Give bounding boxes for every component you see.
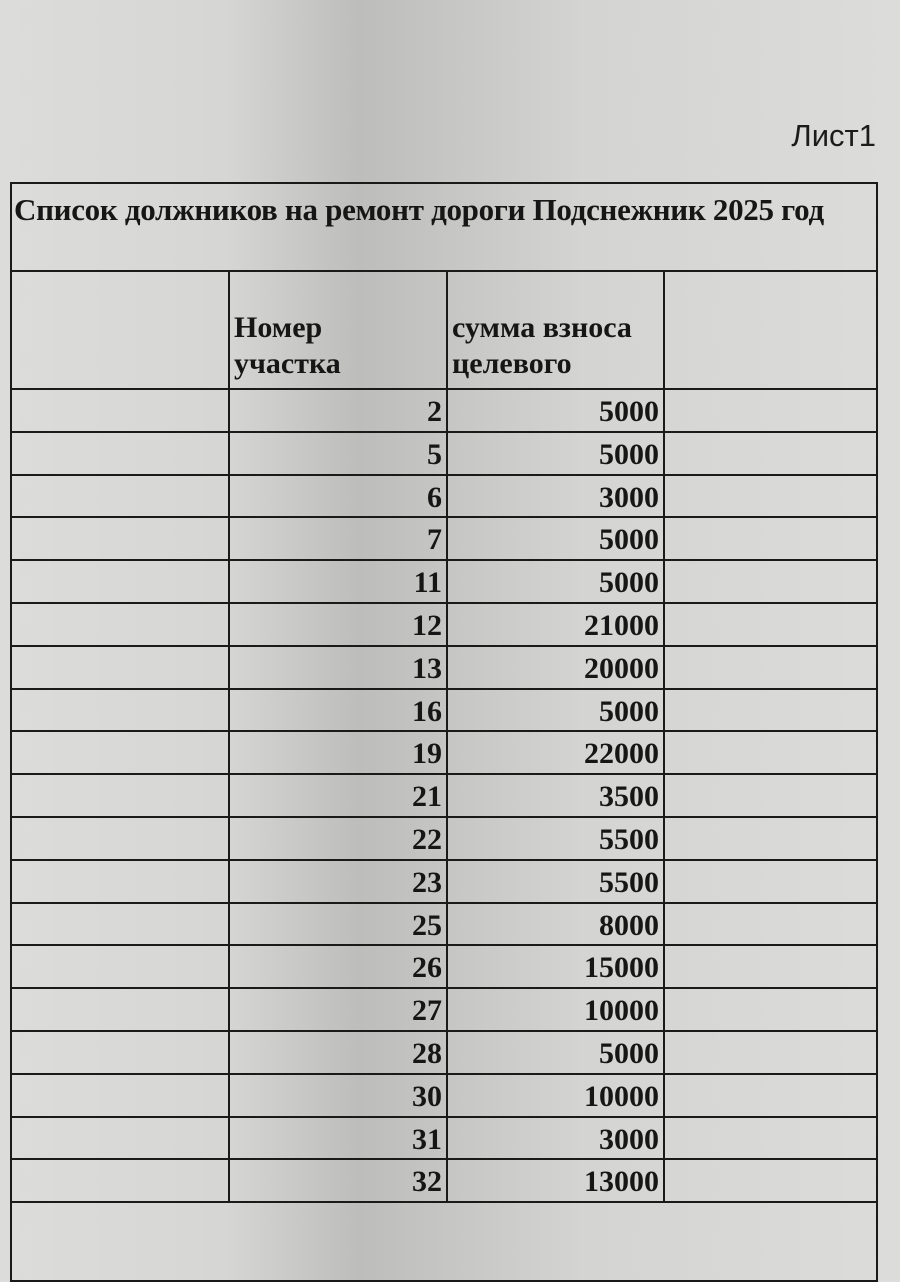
amount-cell: 10000 <box>448 1075 665 1116</box>
empty-cell <box>665 1075 876 1116</box>
plot-number-cell: 5 <box>230 433 448 474</box>
name-cell <box>12 1032 230 1073</box>
table-row <box>12 732 876 775</box>
amount-cell: 5000 <box>448 1032 665 1073</box>
plot-number-cell: 22 <box>230 818 448 859</box>
amount-cell: 5000 <box>448 690 665 731</box>
table-row <box>12 561 876 604</box>
empty-cell <box>665 561 876 602</box>
table-row <box>12 476 876 519</box>
header-plot-number-text: Номер участка <box>234 311 341 380</box>
table-row <box>12 904 876 947</box>
name-cell <box>12 1160 230 1201</box>
empty-cell <box>665 476 876 517</box>
empty-cell <box>665 818 876 859</box>
empty-cell <box>665 433 876 474</box>
name-cell <box>12 818 230 859</box>
table-row <box>12 647 876 690</box>
table-row <box>12 1160 876 1203</box>
plot-number-cell: 30 <box>230 1075 448 1116</box>
amount-cell: 22000 <box>448 732 665 773</box>
table-row <box>12 989 876 1032</box>
empty-cell <box>665 1160 876 1201</box>
empty-cell <box>665 946 876 987</box>
amount-cell: 21000 <box>448 604 665 645</box>
empty-cell <box>665 604 876 645</box>
plot-number-cell: 27 <box>230 989 448 1030</box>
header-amount <box>448 272 665 388</box>
plot-number-cell: 2 <box>230 390 448 431</box>
amount-cell: 5000 <box>448 433 665 474</box>
name-cell <box>12 561 230 602</box>
plot-number-cell: 12 <box>230 604 448 645</box>
table-row <box>12 433 876 476</box>
header-amount-text: сумма взноса целевого <box>452 311 632 380</box>
empty-cell <box>665 518 876 559</box>
table-row <box>12 946 876 989</box>
empty-cell <box>665 647 876 688</box>
empty-cell <box>665 390 876 431</box>
empty-cell <box>665 775 876 816</box>
empty-cell <box>665 1032 876 1073</box>
plot-number-cell: 32 <box>230 1160 448 1201</box>
empty-cell <box>665 861 876 902</box>
amount-cell: 15000 <box>448 946 665 987</box>
amount-cell: 3000 <box>448 476 665 517</box>
amount-cell: 5000 <box>448 518 665 559</box>
name-cell <box>12 989 230 1030</box>
header-plot-number <box>230 272 448 388</box>
header-empty-2 <box>665 272 876 388</box>
table-row <box>12 518 876 561</box>
plot-number-cell: 11 <box>230 561 448 602</box>
plot-number-cell: 25 <box>230 904 448 945</box>
amount-cell: 20000 <box>448 647 665 688</box>
table-row <box>12 390 876 433</box>
plot-number-cell: 26 <box>230 946 448 987</box>
table-row <box>12 1032 876 1075</box>
table-row <box>12 604 876 647</box>
plot-number-cell: 28 <box>230 1032 448 1073</box>
amount-cell: 10000 <box>448 989 665 1030</box>
empty-cell <box>665 690 876 731</box>
amount-cell: 3500 <box>448 775 665 816</box>
name-cell <box>12 476 230 517</box>
debtors-table <box>10 182 878 1282</box>
table-row <box>12 775 876 818</box>
name-cell <box>12 732 230 773</box>
name-cell <box>12 775 230 816</box>
plot-number-cell: 13 <box>230 647 448 688</box>
table-row <box>12 690 876 733</box>
name-cell <box>12 946 230 987</box>
name-cell <box>12 904 230 945</box>
name-cell <box>12 1075 230 1116</box>
table-row <box>12 861 876 904</box>
name-cell <box>12 604 230 645</box>
name-cell <box>12 861 230 902</box>
name-cell <box>12 647 230 688</box>
table-row <box>12 818 876 861</box>
amount-cell: 5500 <box>448 818 665 859</box>
name-cell <box>12 690 230 731</box>
amount-cell: 5000 <box>448 561 665 602</box>
plot-number-cell: 6 <box>230 476 448 517</box>
table-row <box>12 1075 876 1118</box>
amount-cell: 5000 <box>448 390 665 431</box>
amount-cell: 5500 <box>448 861 665 902</box>
name-cell <box>12 518 230 559</box>
plot-number-cell: 7 <box>230 518 448 559</box>
plot-number-cell: 23 <box>230 861 448 902</box>
sheet-label: Лист1 <box>791 118 876 153</box>
table-body <box>12 390 876 1203</box>
name-cell <box>12 390 230 431</box>
empty-cell <box>665 904 876 945</box>
amount-cell: 13000 <box>448 1160 665 1201</box>
empty-cell <box>665 1118 876 1159</box>
table-row <box>12 1118 876 1161</box>
empty-cell <box>665 732 876 773</box>
empty-cell <box>665 989 876 1030</box>
name-cell <box>12 1118 230 1159</box>
amount-cell: 8000 <box>448 904 665 945</box>
plot-number-cell: 19 <box>230 732 448 773</box>
header-empty-1 <box>12 272 230 388</box>
header-row <box>12 272 876 390</box>
amount-cell: 3000 <box>448 1118 665 1159</box>
table-title: Список должников на ремонт дороги Подснежник 2025 год <box>12 184 876 272</box>
plot-number-cell: 31 <box>230 1118 448 1159</box>
name-cell <box>12 433 230 474</box>
plot-number-cell: 21 <box>230 775 448 816</box>
plot-number-cell: 16 <box>230 690 448 731</box>
